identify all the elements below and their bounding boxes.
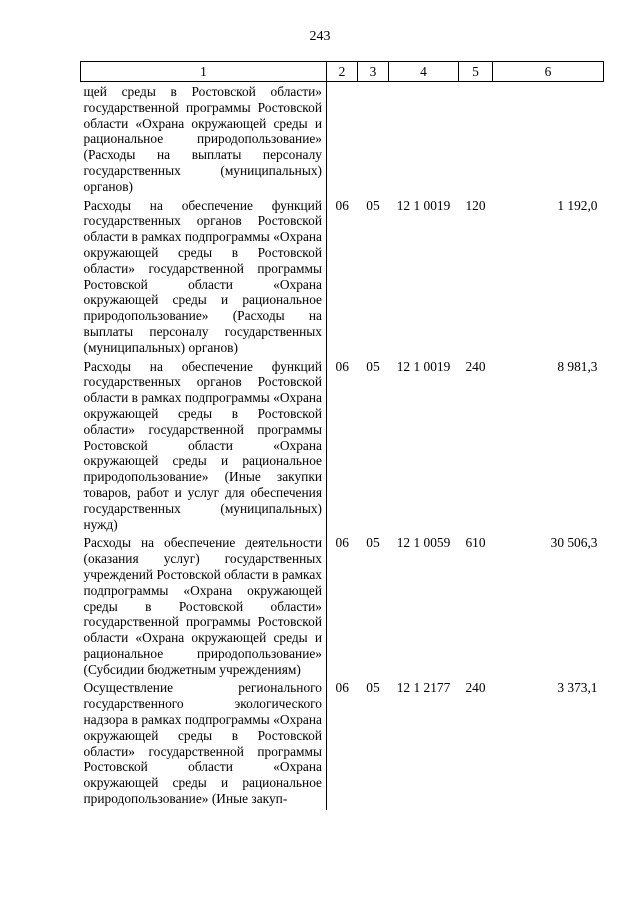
row-target-article: 12 1 0019 bbox=[396, 358, 451, 374]
row-expense-type: 610 bbox=[465, 535, 486, 551]
column-header-3: 3 bbox=[358, 62, 389, 82]
row-subsection: 05 bbox=[366, 535, 380, 551]
row-amount: 8 981,3 bbox=[557, 358, 598, 374]
table-row bbox=[81, 359, 604, 536]
row-description: Расходы на обеспечение деятельности (оказания услуг) государственных учреждений Ростовской области в рамках подпрограммы «Охрана окружающей среды в Ростовской области» государственной программы Ростовской области «Охрана окружающей среды и рациональное природопользование» (Субсидии бюджетным учреждениям) bbox=[81, 535, 327, 680]
row-subsection: 05 bbox=[366, 680, 380, 696]
row-section bbox=[327, 82, 358, 198]
table-row bbox=[81, 82, 604, 198]
row-description: Расходы на обеспечение функций государственных органов Ростовской области в рамках подпрограммы «Охрана окружающей среды в Ростовской области» государственной программы Ростовской области «Охрана окружающей среды и рациональное природопользование» (Иные закупки товаров, работ и услуг для обеспечения государственных (муниципальных) нужд) bbox=[81, 359, 327, 536]
row-target-article: 12 1 0019 bbox=[396, 197, 451, 213]
row-subsection: 05 bbox=[366, 358, 380, 374]
column-header-4: 4 bbox=[389, 62, 459, 82]
row-expense-type: 240 bbox=[465, 358, 486, 374]
row-amount: 1 192,0 bbox=[557, 197, 598, 213]
row-section: 06 bbox=[335, 680, 349, 696]
table-row bbox=[81, 198, 604, 359]
row-amount: 30 506,3 bbox=[550, 535, 598, 551]
row-description: Расходы на обеспечение функций государственных органов Ростовской области в рамках подпрограммы «Охрана окружающей среды в Ростовской области» государственной программы Ростовской области «Охрана окружающей среды и рациональное природопользование» (Расходы на выплаты персоналу государственных (муниципальных) органов) bbox=[81, 198, 327, 359]
budget-table bbox=[80, 61, 604, 810]
table-header bbox=[81, 62, 604, 82]
row-description: щей среды в Ростовской области» государственной программы Ростовской области «Охрана окружающей среды и рациональное природопользование» (Расходы на выплаты персоналу государственных (муниципальных) органов) bbox=[81, 82, 327, 198]
table-body bbox=[81, 82, 604, 810]
row-target-article: 12 1 2177 bbox=[396, 680, 451, 696]
column-header-1: 1 bbox=[81, 62, 327, 82]
row-amount: 3 373,1 bbox=[557, 680, 598, 696]
row-target-article bbox=[389, 82, 459, 198]
row-section: 06 bbox=[335, 197, 349, 213]
column-header-6: 6 bbox=[493, 62, 604, 82]
row-section: 06 bbox=[335, 535, 349, 551]
row-expense-type: 120 bbox=[465, 197, 486, 213]
row-description: Осуществление регионального государственного экологического надзора в рамках подпрограммы «Охрана окружающей среды в Ростовской области» государственной программы Ростовской области «Охрана окружающей среды и рациональное природопользование» (Иные закуп- bbox=[81, 680, 327, 809]
column-header-2: 2 bbox=[327, 62, 358, 82]
row-subsection bbox=[358, 82, 389, 198]
table-row bbox=[81, 680, 604, 809]
row-amount bbox=[493, 82, 604, 198]
row-expense-type bbox=[459, 82, 493, 198]
table-row bbox=[81, 535, 604, 680]
row-subsection: 05 bbox=[366, 197, 380, 213]
row-section: 06 bbox=[335, 358, 349, 374]
row-target-article: 12 1 0059 bbox=[396, 535, 451, 551]
row-expense-type: 240 bbox=[465, 680, 486, 696]
page-number: 243 bbox=[309, 29, 331, 44]
column-header-5: 5 bbox=[459, 62, 493, 82]
